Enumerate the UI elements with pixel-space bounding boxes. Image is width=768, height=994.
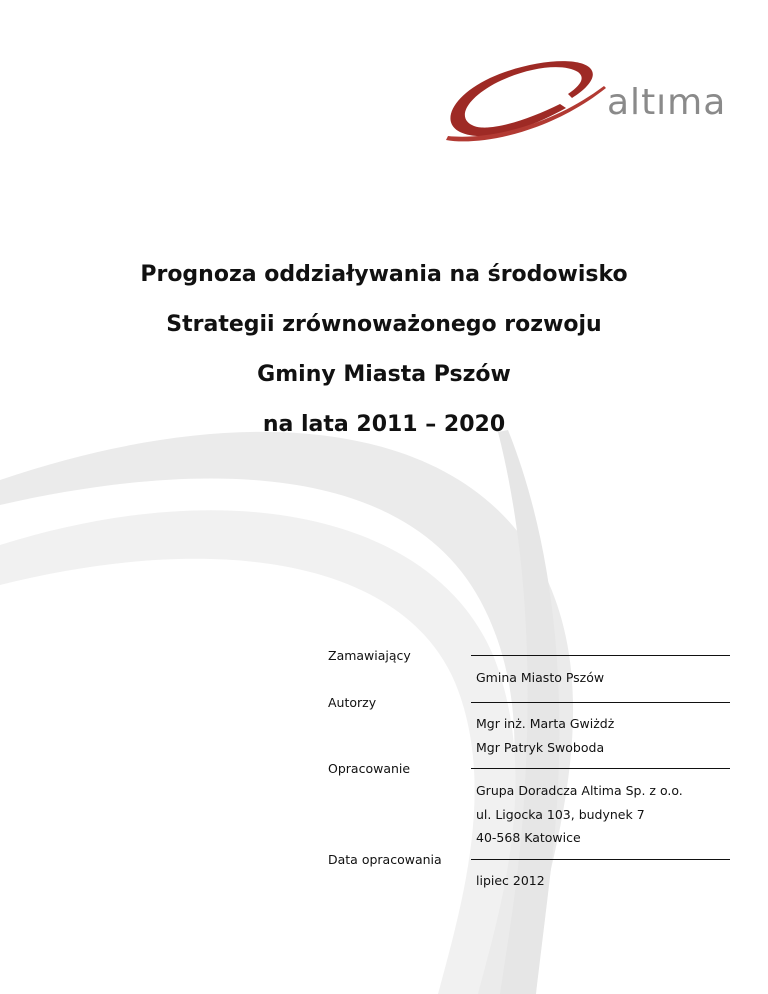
title-line-1: Prognoza oddziaływania na środowisko [140,262,628,287]
altima-swoosh-icon [438,48,608,148]
title-line-4: na lata 2011 – 2020 [262,412,506,437]
document-title [0,250,768,450]
authors-label: Autorzy [328,695,377,710]
prepared-by-company: Grupa Doradcza Altima Sp. z o.o. [476,783,683,798]
altima-wordmark: altıma [607,82,727,123]
date-value: lipiec 2012 [476,873,545,888]
prepared-by-street: ul. Ligocka 103, budynek 7 [476,807,645,822]
ordering-party-value: Gmina Miasto Pszów [476,670,605,685]
author-2: Mgr Patryk Swoboda [476,740,605,755]
altima-logo [438,48,738,148]
date-divider [471,859,730,860]
date-label: Data opracowania [328,852,442,867]
author-1: Mgr inż. Marta Gwiżdż [476,716,615,731]
ordering-party-label: Zamawiający [328,648,411,663]
prepared-by-city: 40-568 Katowice [476,830,581,845]
ordering-divider [471,655,730,656]
title-line-3: Gminy Miasta Pszów [257,362,511,387]
prepared-by-label: Opracowanie [328,761,411,776]
authors-divider [471,702,730,703]
prepared-divider [471,768,730,769]
title-line-2: Strategii zrównoważonego rozwoju [166,312,602,337]
